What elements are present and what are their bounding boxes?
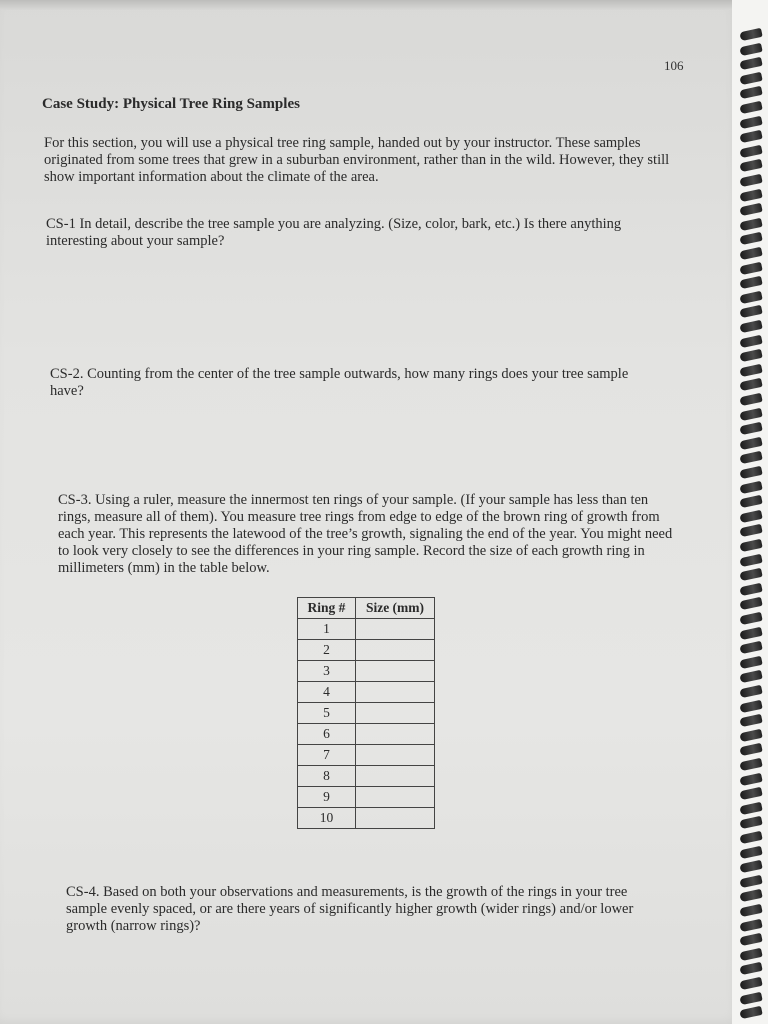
spiral-binding [732,0,768,1024]
table-row [298,703,435,724]
page-title: Case Study: Physical Tree Ring Samples [42,96,300,112]
spiral-coil [739,802,762,815]
spiral-coil [739,860,762,873]
spiral-coil [739,889,762,902]
spiral-coil [739,115,762,128]
spiral-coil [739,977,762,990]
ring-size-cell[interactable] [356,724,435,745]
spiral-coil [739,597,762,610]
spiral-coil [739,524,762,537]
ring-size-cell[interactable] [356,661,435,682]
spiral-coil [739,378,762,391]
intro-paragraph: For this section, you will use a physical tree ring sample, handed out by your instructor. These samples originated from some trees that grew in a suburban environment, rather than in the wild. However, they still show important information about the climate of the area. [44,135,670,185]
spiral-coil [739,188,762,201]
question-cs3: CS-3. Using a ruler, measure the innermost ten rings of your sample. (If your sample has less than ten rings, measure all of them). You measure tree rings from edge to edge of the brown ring of growth from each year. This represents the latewood of the tree’s growth, signaling the end of the year. You might need to look very closely to see the differences in your ring sample. Record the size of each growth ring in millimeters (mm) in the table below. [58,492,673,576]
spiral-coil [739,685,762,698]
spiral-coil [739,510,762,523]
ring-number-cell: 10 [298,808,356,829]
spiral-coil [739,437,762,450]
question-cs4: CS-4. Based on both your observations and measurements, is the growth of the rings in your tree sample evenly spaced, or are there years of significantly higher growth (wider rings) and/or lower growth (narrow rings)? [66,884,634,934]
spiral-coil [739,407,762,420]
spiral-coil [739,656,762,669]
ring-size-cell[interactable] [356,808,435,829]
table-row [298,745,435,766]
spiral-coil [739,276,762,289]
spiral-coil [739,305,762,318]
spiral-coil [739,1006,762,1019]
spiral-coil [739,845,762,858]
spiral-coil [739,57,762,70]
spiral-coil [739,583,762,596]
spiral-coil [739,626,762,639]
spiral-coil [739,918,762,931]
spiral-coil [739,904,762,917]
ring-number-cell: 1 [298,619,356,640]
spiral-coil [739,72,762,85]
spiral-coil [739,159,762,172]
ring-number-cell: 6 [298,724,356,745]
spiral-coil [739,933,762,946]
header-ring-number: Ring # [298,598,356,619]
spiral-coil [739,699,762,712]
table-row [298,808,435,829]
spiral-coil [739,539,762,552]
spiral-coil [739,991,762,1004]
ring-number-cell: 5 [298,703,356,724]
ring-size-cell[interactable] [356,682,435,703]
spiral-coil [739,218,762,231]
spiral-coil [739,568,762,581]
spiral-coil [739,28,762,41]
header-size-mm: Size (mm) [356,598,435,619]
spiral-coil [739,743,762,756]
spiral-coil [739,466,762,479]
spiral-coil [739,772,762,785]
ring-number-cell: 7 [298,745,356,766]
spiral-coil [739,831,762,844]
page-number: 106 [664,58,684,73]
spiral-coil [739,758,762,771]
spiral-coil [739,349,762,362]
spiral-coil [739,320,762,333]
spiral-coil [739,291,762,304]
ring-number-cell: 9 [298,787,356,808]
table-row [298,619,435,640]
spiral-coil [739,130,762,143]
spiral-coil [739,451,762,464]
ring-number-cell: 4 [298,682,356,703]
spiral-coil [739,145,762,158]
spiral-coil [739,612,762,625]
table-row [298,640,435,661]
page-top-edge [0,0,742,10]
table-header-row [298,598,435,619]
spiral-coil [739,816,762,829]
ring-number-cell: 8 [298,766,356,787]
spiral-coil [739,422,762,435]
spiral-coil [739,641,762,654]
spiral-coil [739,714,762,727]
ring-number-cell: 3 [298,661,356,682]
table-row [298,682,435,703]
table-row [298,661,435,682]
spiral-coil [739,480,762,493]
spiral-coil [739,553,762,566]
table-row [298,724,435,745]
ring-size-cell[interactable] [356,766,435,787]
ring-size-cell[interactable] [356,640,435,661]
question-cs1: CS-1 In detail, describe the tree sample you are analyzing. (Size, color, bark, etc.) Is there anything interesting about your sample? [46,216,622,249]
spiral-coil [739,393,762,406]
spiral-coil [739,948,762,961]
ring-number-cell: 2 [298,640,356,661]
spiral-coil [739,962,762,975]
spiral-coil [739,247,762,260]
spiral-coil [739,174,762,187]
ring-size-cell[interactable] [356,745,435,766]
spiral-coil [739,86,762,99]
spiral-coil [739,101,762,114]
spiral-coil [739,261,762,274]
spiral-coil [739,495,762,508]
table-row [298,787,435,808]
spiral-coil [739,670,762,683]
spiral-coil [739,729,762,742]
spiral-coil [739,334,762,347]
question-cs2: CS-2. Counting from the center of the tree sample outwards, how many rings does your tree sample have? [50,366,629,399]
ring-size-cell[interactable] [356,703,435,724]
spiral-coil [739,232,762,245]
ring-size-cell[interactable] [356,787,435,808]
spiral-coil [739,203,762,216]
spiral-coil [739,787,762,800]
ring-size-cell[interactable] [356,619,435,640]
ring-size-table [297,597,435,829]
spiral-coil [739,875,762,888]
table-row [298,766,435,787]
spiral-coil [739,364,762,377]
spiral-coil [739,42,762,55]
